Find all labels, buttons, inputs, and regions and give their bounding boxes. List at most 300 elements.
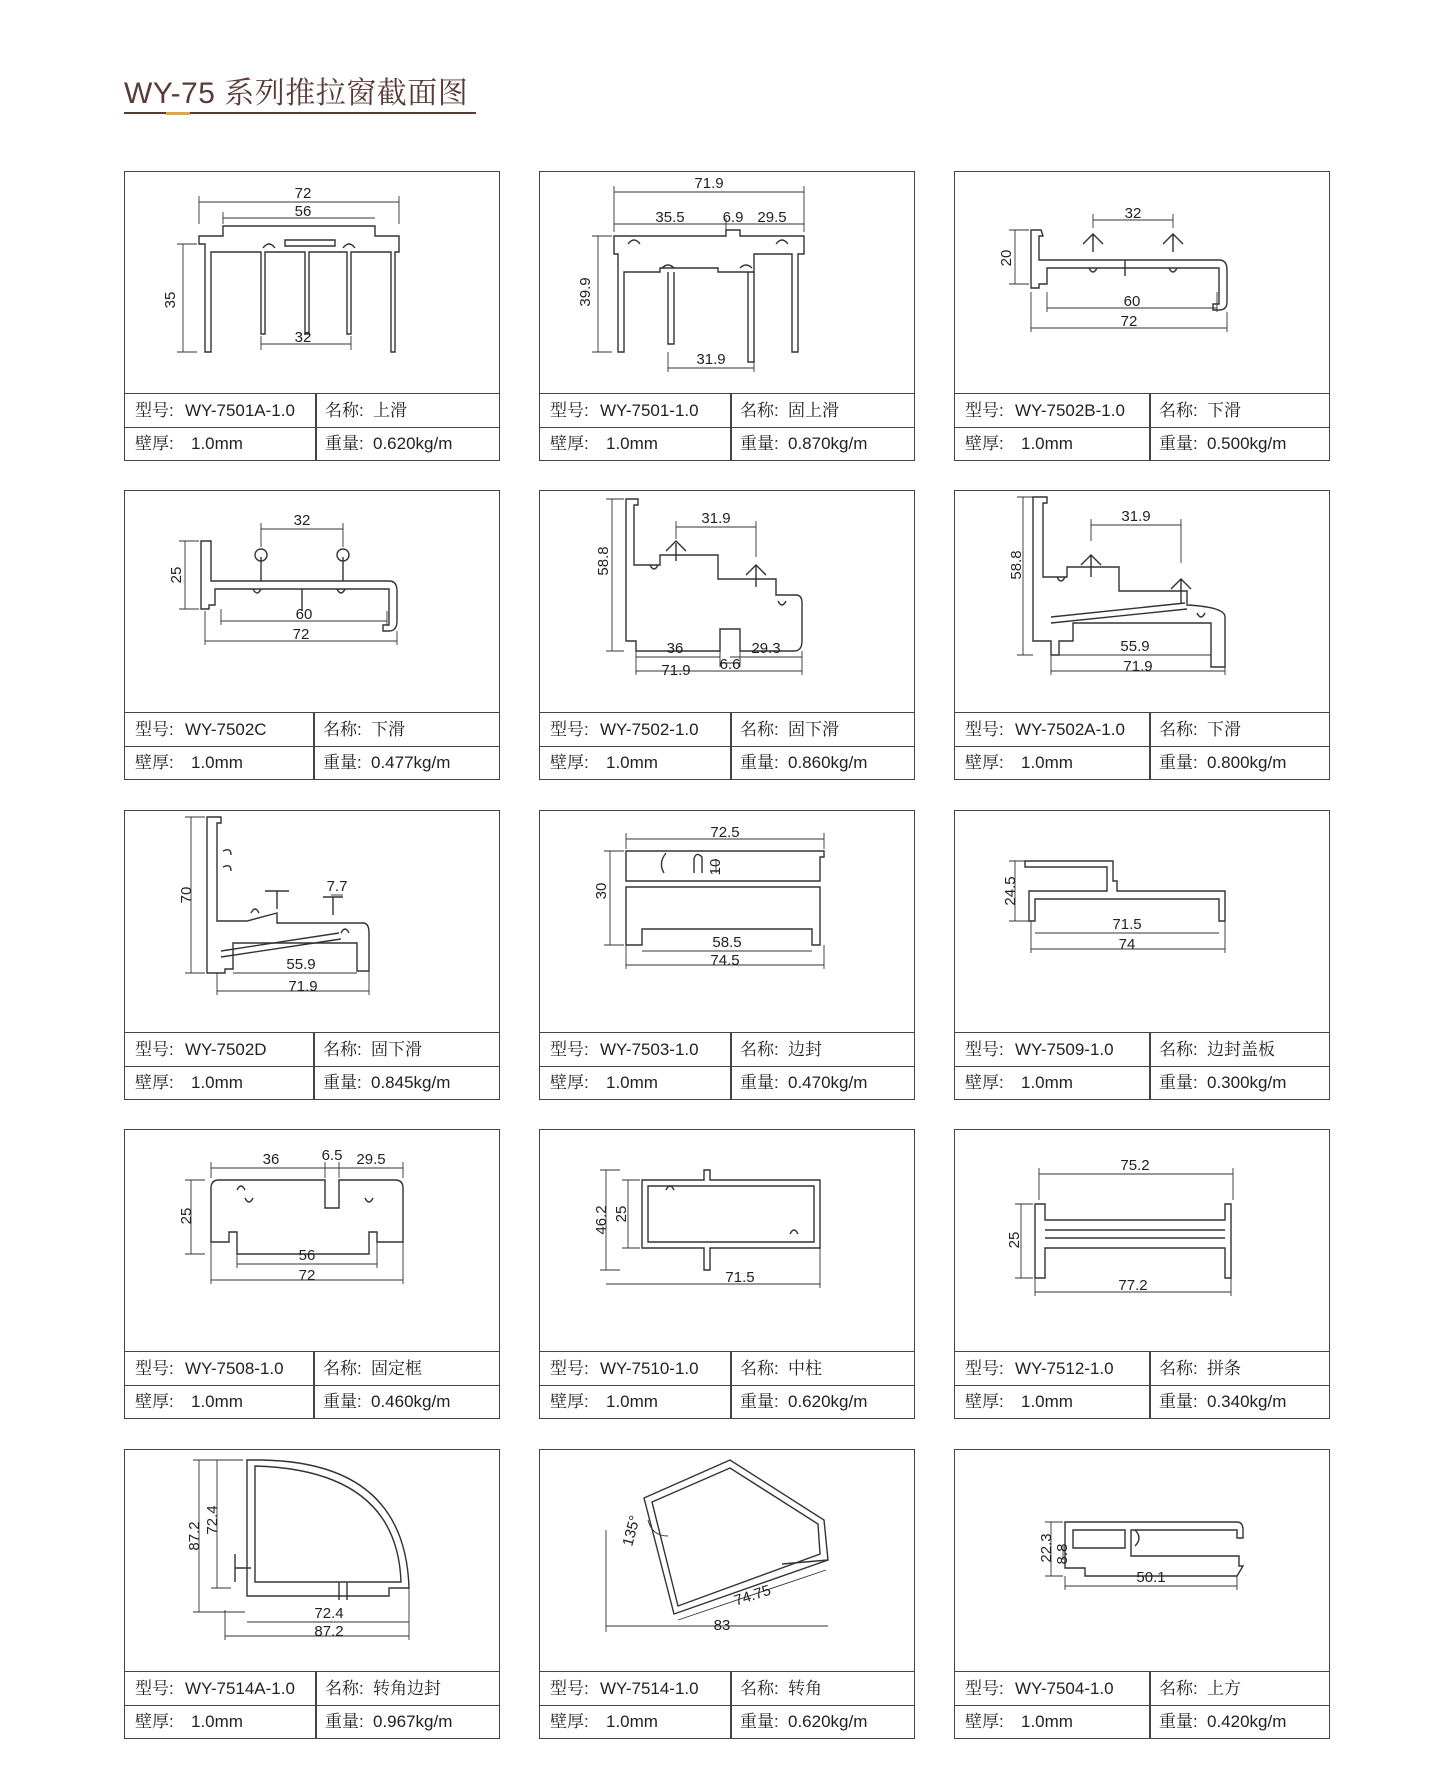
dimension-label: 36 bbox=[262, 1151, 280, 1168]
cell-divider bbox=[1149, 1352, 1151, 1385]
weight-value: 0.500kg/m bbox=[1207, 434, 1287, 453]
profile-info-table bbox=[125, 393, 499, 460]
name-value: 固上滑 bbox=[788, 401, 839, 420]
weight-label: 重量: bbox=[1159, 434, 1198, 453]
model-label: 型号: bbox=[135, 1679, 174, 1698]
name-label: 名称: bbox=[325, 1679, 364, 1698]
thickness-label: 壁厚: bbox=[965, 434, 1004, 453]
dimension-label: 7.7 bbox=[326, 878, 348, 895]
weight-value: 0.800kg/m bbox=[1207, 753, 1287, 772]
info-row-model bbox=[955, 713, 1329, 747]
dimension-label: 32 bbox=[294, 329, 312, 346]
model-label: 型号: bbox=[550, 401, 589, 420]
name-label: 名称: bbox=[323, 720, 362, 739]
info-row-model bbox=[540, 394, 914, 428]
info-row-spec bbox=[125, 746, 499, 779]
name-value: 固下滑 bbox=[371, 1040, 422, 1059]
weight-value: 0.340kg/m bbox=[1207, 1392, 1287, 1411]
info-row-model bbox=[540, 713, 914, 747]
weight-value: 0.620kg/m bbox=[788, 1712, 868, 1731]
model-label: 型号: bbox=[135, 401, 174, 420]
name-value: 下滑 bbox=[1207, 720, 1241, 739]
weight-label: 重量: bbox=[325, 1712, 364, 1731]
info-row-spec bbox=[955, 1705, 1329, 1738]
profile-outline bbox=[626, 851, 824, 881]
dimension-label: 20 bbox=[998, 249, 1015, 267]
dimension-label: 8.8 bbox=[1054, 1543, 1071, 1565]
info-row-spec bbox=[540, 1385, 914, 1418]
info-row-model bbox=[955, 1033, 1329, 1067]
cell-divider bbox=[315, 1672, 317, 1705]
dimension-label: 25 bbox=[613, 1205, 630, 1223]
cell-divider bbox=[730, 427, 732, 460]
info-row-model bbox=[955, 394, 1329, 428]
dimension-label: 87.2 bbox=[186, 1521, 203, 1551]
profile-card bbox=[124, 171, 500, 461]
dimension-label: 29.3 bbox=[751, 640, 781, 657]
dimension-label: 83 bbox=[713, 1617, 731, 1634]
weight-label: 重量: bbox=[1159, 1392, 1198, 1411]
name-label: 名称: bbox=[740, 1359, 779, 1378]
profile-card bbox=[124, 810, 500, 1100]
profile-outline bbox=[1073, 1530, 1125, 1548]
info-row-model bbox=[125, 394, 499, 428]
model-label: 型号: bbox=[550, 720, 589, 739]
profile-outline bbox=[253, 549, 349, 611]
dimension-label: 25 bbox=[1006, 1231, 1023, 1249]
info-row-spec bbox=[125, 1385, 499, 1418]
info-row-model bbox=[125, 1352, 499, 1386]
name-label: 名称: bbox=[1159, 1040, 1198, 1059]
dimension-label: 72.4 bbox=[204, 1505, 221, 1535]
dimension-label: 32 bbox=[1124, 205, 1142, 222]
profile-section-drawing bbox=[540, 1130, 913, 1352]
cell-divider bbox=[730, 1033, 732, 1066]
thickness-value: 1.0mm bbox=[191, 1392, 243, 1411]
cell-divider bbox=[1149, 394, 1151, 427]
profile-outline bbox=[247, 1460, 409, 1596]
weight-label: 重量: bbox=[1159, 1073, 1198, 1092]
cell-divider bbox=[730, 1352, 732, 1385]
info-row-model bbox=[540, 1352, 914, 1386]
dimension-label: 31.9 bbox=[701, 510, 731, 527]
profile-card bbox=[539, 490, 915, 780]
dimension-label: 74.5 bbox=[710, 952, 740, 969]
model-value: WY-7502-1.0 bbox=[600, 720, 699, 739]
profile-section-drawing bbox=[540, 1450, 913, 1672]
info-row-model bbox=[125, 713, 499, 747]
profile-card bbox=[124, 490, 500, 780]
model-value: WY-7502A-1.0 bbox=[1015, 720, 1125, 739]
cell-divider bbox=[1149, 746, 1151, 779]
dimension-label: 77.2 bbox=[1118, 1277, 1148, 1294]
dimension-label: 6.9 bbox=[722, 209, 744, 226]
weight-value: 0.300kg/m bbox=[1207, 1073, 1287, 1092]
profile-section-drawing bbox=[955, 1450, 1328, 1672]
profile-info-table bbox=[540, 393, 914, 460]
model-value: WY-7514A-1.0 bbox=[185, 1679, 295, 1698]
model-label: 型号: bbox=[550, 1359, 589, 1378]
info-row-model bbox=[540, 1033, 914, 1067]
thickness-value: 1.0mm bbox=[191, 434, 243, 453]
weight-label: 重量: bbox=[1159, 753, 1198, 772]
profile-card bbox=[539, 171, 915, 461]
dimension-label: 71.5 bbox=[725, 1269, 755, 1286]
profile-card bbox=[954, 171, 1330, 461]
dimension-label: 72 bbox=[292, 626, 310, 643]
profile-section-drawing bbox=[125, 172, 498, 394]
info-row-spec bbox=[125, 1066, 499, 1099]
profile-outline bbox=[661, 853, 702, 873]
profile-info-table bbox=[955, 712, 1329, 779]
thickness-value: 1.0mm bbox=[606, 753, 658, 772]
cell-divider bbox=[1149, 1385, 1151, 1418]
dimension-label: 70 bbox=[178, 886, 195, 904]
profile-outline bbox=[237, 1186, 373, 1202]
dimension-label: 29.5 bbox=[757, 209, 787, 226]
weight-label: 重量: bbox=[323, 1073, 362, 1092]
thickness-label: 壁厚: bbox=[135, 1712, 174, 1731]
dimension-label: 87.2 bbox=[314, 1623, 344, 1640]
thickness-label: 壁厚: bbox=[550, 753, 589, 772]
weight-label: 重量: bbox=[1159, 1712, 1198, 1731]
profile-section-drawing bbox=[540, 811, 913, 1033]
thickness-value: 1.0mm bbox=[606, 1712, 658, 1731]
cell-divider bbox=[313, 746, 315, 779]
dimension-label: 39.9 bbox=[577, 277, 594, 307]
model-label: 型号: bbox=[550, 1040, 589, 1059]
dimension-label: 25 bbox=[178, 1207, 195, 1225]
profile-info-table bbox=[125, 712, 499, 779]
cell-divider bbox=[1149, 1066, 1151, 1099]
weight-value: 0.860kg/m bbox=[788, 753, 868, 772]
name-label: 名称: bbox=[325, 401, 364, 420]
thickness-label: 壁厚: bbox=[135, 1392, 174, 1411]
profile-outline bbox=[668, 272, 754, 362]
dimension-label: 58.8 bbox=[1008, 550, 1025, 580]
profile-info-table bbox=[125, 1032, 499, 1099]
model-value: WY-7504-1.0 bbox=[1015, 1679, 1114, 1698]
profile-card bbox=[954, 1129, 1330, 1419]
info-row-model bbox=[955, 1352, 1329, 1386]
profile-outline bbox=[652, 1468, 820, 1606]
thickness-label: 壁厚: bbox=[965, 753, 1004, 772]
weight-value: 0.460kg/m bbox=[371, 1392, 451, 1411]
name-value: 上方 bbox=[1207, 1679, 1241, 1698]
weight-label: 重量: bbox=[740, 434, 779, 453]
cell-divider bbox=[1149, 713, 1151, 746]
thickness-value: 1.0mm bbox=[191, 1073, 243, 1092]
name-value: 边封 bbox=[788, 1040, 822, 1059]
cell-divider bbox=[1149, 1672, 1151, 1705]
thickness-value: 1.0mm bbox=[191, 753, 243, 772]
thickness-label: 壁厚: bbox=[965, 1392, 1004, 1411]
thickness-value: 1.0mm bbox=[606, 434, 658, 453]
info-row-spec bbox=[540, 1705, 914, 1738]
dimension-label: 10 bbox=[707, 858, 724, 876]
cell-divider bbox=[313, 1066, 315, 1099]
profile-card bbox=[124, 1449, 500, 1739]
profile-outline bbox=[211, 1180, 403, 1254]
profile-outline bbox=[255, 1466, 401, 1582]
model-value: WY-7512-1.0 bbox=[1015, 1359, 1114, 1378]
thickness-label: 壁厚: bbox=[550, 1073, 589, 1092]
dimension-label: 58.5 bbox=[712, 934, 742, 951]
profile-outline bbox=[1035, 1204, 1231, 1278]
weight-value: 0.870kg/m bbox=[788, 434, 868, 453]
profile-outline bbox=[263, 240, 355, 248]
profile-section-drawing bbox=[955, 491, 1328, 713]
model-label: 型号: bbox=[965, 401, 1004, 420]
title-accent bbox=[166, 112, 190, 115]
dimension-label: 6.5 bbox=[321, 1147, 343, 1164]
name-label: 名称: bbox=[1159, 1679, 1198, 1698]
profile-section-drawing bbox=[955, 172, 1328, 394]
name-value: 下滑 bbox=[1207, 401, 1241, 420]
model-value: WY-7509-1.0 bbox=[1015, 1040, 1114, 1059]
cell-divider bbox=[1149, 1033, 1151, 1066]
profile-outline bbox=[614, 230, 804, 352]
profile-info-table bbox=[540, 1351, 914, 1418]
dimension-label: 56 bbox=[298, 1247, 316, 1264]
cell-divider bbox=[1149, 427, 1151, 460]
model-value: WY-7502D bbox=[185, 1040, 267, 1059]
dimension-label: 55.9 bbox=[286, 956, 316, 973]
model-label: 型号: bbox=[135, 720, 174, 739]
name-label: 名称: bbox=[323, 1040, 362, 1059]
dimension-label: 31.9 bbox=[1121, 508, 1151, 525]
dimension-label: 71.9 bbox=[288, 978, 318, 995]
dimension-label: 35.5 bbox=[655, 209, 685, 226]
info-row-model bbox=[540, 1672, 914, 1706]
dimension-label: 6.6 bbox=[719, 656, 741, 673]
cell-divider bbox=[730, 1385, 732, 1418]
model-value: WY-7503-1.0 bbox=[600, 1040, 699, 1059]
profile-outline bbox=[1135, 1530, 1139, 1546]
thickness-label: 壁厚: bbox=[550, 434, 589, 453]
weight-value: 0.620kg/m bbox=[373, 434, 453, 453]
dimension-line bbox=[592, 236, 612, 352]
dimension-label: 56 bbox=[294, 203, 312, 220]
name-label: 名称: bbox=[740, 1040, 779, 1059]
dimension-label: 46.2 bbox=[593, 1205, 610, 1235]
info-row-model bbox=[955, 1672, 1329, 1706]
profile-section-drawing bbox=[125, 491, 498, 713]
name-value: 固定框 bbox=[371, 1359, 422, 1378]
weight-value: 0.470kg/m bbox=[788, 1073, 868, 1092]
cell-divider bbox=[730, 1672, 732, 1705]
model-label: 型号: bbox=[965, 720, 1004, 739]
cell-divider bbox=[730, 746, 732, 779]
name-label: 名称: bbox=[1159, 401, 1198, 420]
dimension-label: 50.1 bbox=[1136, 1569, 1166, 1586]
name-value: 中柱 bbox=[788, 1359, 822, 1378]
cell-divider bbox=[313, 1352, 315, 1385]
model-label: 型号: bbox=[965, 1040, 1004, 1059]
dimension-label: 74 bbox=[1118, 936, 1136, 953]
cell-divider bbox=[730, 394, 732, 427]
profile-info-table bbox=[955, 1351, 1329, 1418]
profile-section-drawing bbox=[955, 811, 1328, 1033]
dimension-label: 74.75 bbox=[732, 1581, 774, 1610]
name-label: 名称: bbox=[740, 401, 779, 420]
model-value: WY-7502C bbox=[185, 720, 267, 739]
thickness-label: 壁厚: bbox=[965, 1073, 1004, 1092]
cell-divider bbox=[313, 1033, 315, 1066]
model-value: WY-7501A-1.0 bbox=[185, 401, 295, 420]
model-value: WY-7514-1.0 bbox=[600, 1679, 699, 1698]
info-row-spec bbox=[955, 1066, 1329, 1099]
dimension-label: 71.9 bbox=[1123, 658, 1153, 675]
info-row-spec bbox=[125, 1705, 499, 1738]
dimension-label: 55.9 bbox=[1120, 638, 1150, 655]
model-label: 型号: bbox=[135, 1359, 174, 1378]
dimension-label: 30 bbox=[593, 882, 610, 900]
profile-card bbox=[954, 810, 1330, 1100]
thickness-value: 1.0mm bbox=[191, 1712, 243, 1731]
dimension-label: 60 bbox=[295, 606, 313, 623]
name-label: 名称: bbox=[740, 720, 779, 739]
dimension-line bbox=[325, 1162, 339, 1178]
dimension-label: 71.5 bbox=[1112, 916, 1142, 933]
dimension-label: 60 bbox=[1123, 293, 1141, 310]
thickness-label: 壁厚: bbox=[550, 1712, 589, 1731]
dimension-label: 72.4 bbox=[314, 1605, 344, 1622]
profile-outline bbox=[221, 933, 341, 957]
cell-divider bbox=[730, 1066, 732, 1099]
profile-outline bbox=[1025, 861, 1225, 921]
profile-card bbox=[539, 810, 915, 1100]
info-row-spec bbox=[955, 746, 1329, 779]
thickness-label: 壁厚: bbox=[550, 1392, 589, 1411]
dimension-label: 58.8 bbox=[595, 546, 612, 576]
thickness-label: 壁厚: bbox=[135, 753, 174, 772]
dimension-line bbox=[1091, 519, 1181, 563]
info-row-model bbox=[125, 1672, 499, 1706]
thickness-label: 壁厚: bbox=[135, 434, 174, 453]
name-label: 名称: bbox=[1159, 1359, 1198, 1378]
dimension-line bbox=[177, 244, 197, 352]
profile-outline bbox=[666, 1186, 798, 1234]
thickness-value: 1.0mm bbox=[1021, 1073, 1073, 1092]
model-label: 型号: bbox=[965, 1359, 1004, 1378]
profile-outline bbox=[235, 1554, 347, 1600]
name-value: 上滑 bbox=[373, 401, 407, 420]
dimension-line bbox=[606, 1248, 820, 1288]
profile-card bbox=[539, 1449, 915, 1739]
dimension-label: 25 bbox=[168, 566, 185, 584]
profile-info-table bbox=[540, 1032, 914, 1099]
model-value: WY-7510-1.0 bbox=[600, 1359, 699, 1378]
dimension-label: 75.2 bbox=[1120, 1157, 1150, 1174]
profile-card bbox=[954, 1449, 1330, 1739]
info-row-spec bbox=[125, 427, 499, 460]
profile-card bbox=[539, 1129, 915, 1419]
cell-divider bbox=[315, 1705, 317, 1738]
profile-info-table bbox=[125, 1671, 499, 1738]
name-value: 边封盖板 bbox=[1207, 1040, 1275, 1059]
profile-info-table bbox=[955, 1032, 1329, 1099]
thickness-value: 1.0mm bbox=[1021, 1392, 1073, 1411]
cell-divider bbox=[730, 713, 732, 746]
weight-label: 重量: bbox=[323, 1392, 362, 1411]
dimension-label: 71.9 bbox=[694, 175, 724, 192]
cell-divider bbox=[1149, 1705, 1151, 1738]
thickness-value: 1.0mm bbox=[606, 1392, 658, 1411]
weight-label: 重量: bbox=[740, 753, 779, 772]
info-row-spec bbox=[955, 1385, 1329, 1418]
weight-label: 重量: bbox=[323, 753, 362, 772]
model-label: 型号: bbox=[135, 1040, 174, 1059]
model-value: WY-7508-1.0 bbox=[185, 1359, 284, 1378]
profile-section-drawing bbox=[540, 172, 913, 394]
weight-label: 重量: bbox=[740, 1712, 779, 1731]
cell-divider bbox=[730, 1705, 732, 1738]
dimension-label: 35 bbox=[162, 291, 179, 309]
dimension-label: 71.9 bbox=[661, 662, 691, 679]
cell-divider bbox=[315, 394, 317, 427]
weight-label: 重量: bbox=[325, 434, 364, 453]
thickness-value: 1.0mm bbox=[1021, 1712, 1073, 1731]
profile-card bbox=[954, 490, 1330, 780]
profile-info-table bbox=[955, 393, 1329, 460]
profile-outline bbox=[1083, 234, 1183, 276]
model-label: 型号: bbox=[965, 1679, 1004, 1698]
profile-info-table bbox=[955, 1671, 1329, 1738]
dimension-label: 29.5 bbox=[356, 1151, 386, 1168]
thickness-value: 1.0mm bbox=[606, 1073, 658, 1092]
profile-outline bbox=[1057, 555, 1205, 617]
weight-label: 重量: bbox=[740, 1073, 779, 1092]
weight-value: 0.967kg/m bbox=[373, 1712, 453, 1731]
weight-value: 0.477kg/m bbox=[371, 753, 451, 772]
dimension-label: 72 bbox=[294, 185, 312, 202]
dimension-label: 72 bbox=[298, 1267, 316, 1284]
info-row-spec bbox=[955, 427, 1329, 460]
dimension-label: 31.9 bbox=[696, 351, 726, 368]
profile-info-table bbox=[125, 1351, 499, 1418]
weight-label: 重量: bbox=[740, 1392, 779, 1411]
name-value: 固下滑 bbox=[788, 720, 839, 739]
name-value: 转角 bbox=[788, 1679, 822, 1698]
profile-section-drawing bbox=[125, 811, 498, 1033]
name-label: 名称: bbox=[323, 1359, 362, 1378]
dimension-label: 22.3 bbox=[1038, 1533, 1055, 1563]
model-label: 型号: bbox=[550, 1679, 589, 1698]
thickness-value: 1.0mm bbox=[1021, 753, 1073, 772]
thickness-label: 壁厚: bbox=[965, 1712, 1004, 1731]
profile-outline bbox=[1045, 1230, 1225, 1238]
cell-divider bbox=[313, 713, 315, 746]
name-value: 转角边封 bbox=[373, 1679, 441, 1698]
profile-outline bbox=[648, 1186, 814, 1242]
info-row-model bbox=[125, 1033, 499, 1067]
dimension-label: 36 bbox=[666, 640, 684, 657]
thickness-value: 1.0mm bbox=[1021, 434, 1073, 453]
weight-value: 0.420kg/m bbox=[1207, 1712, 1287, 1731]
profile-section-drawing bbox=[955, 1130, 1328, 1352]
profile-info-table bbox=[540, 1671, 914, 1738]
profile-section-drawing bbox=[540, 491, 913, 713]
dimension-label: 72 bbox=[1120, 313, 1138, 330]
info-row-spec bbox=[540, 746, 914, 779]
dimension-label: 135° bbox=[619, 1513, 644, 1549]
info-row-spec bbox=[540, 1066, 914, 1099]
profile-section-drawing bbox=[125, 1450, 498, 1672]
dimension-label: 24.5 bbox=[1002, 876, 1019, 906]
profile-card bbox=[124, 1129, 500, 1419]
dimension-label: 72.5 bbox=[710, 824, 740, 841]
